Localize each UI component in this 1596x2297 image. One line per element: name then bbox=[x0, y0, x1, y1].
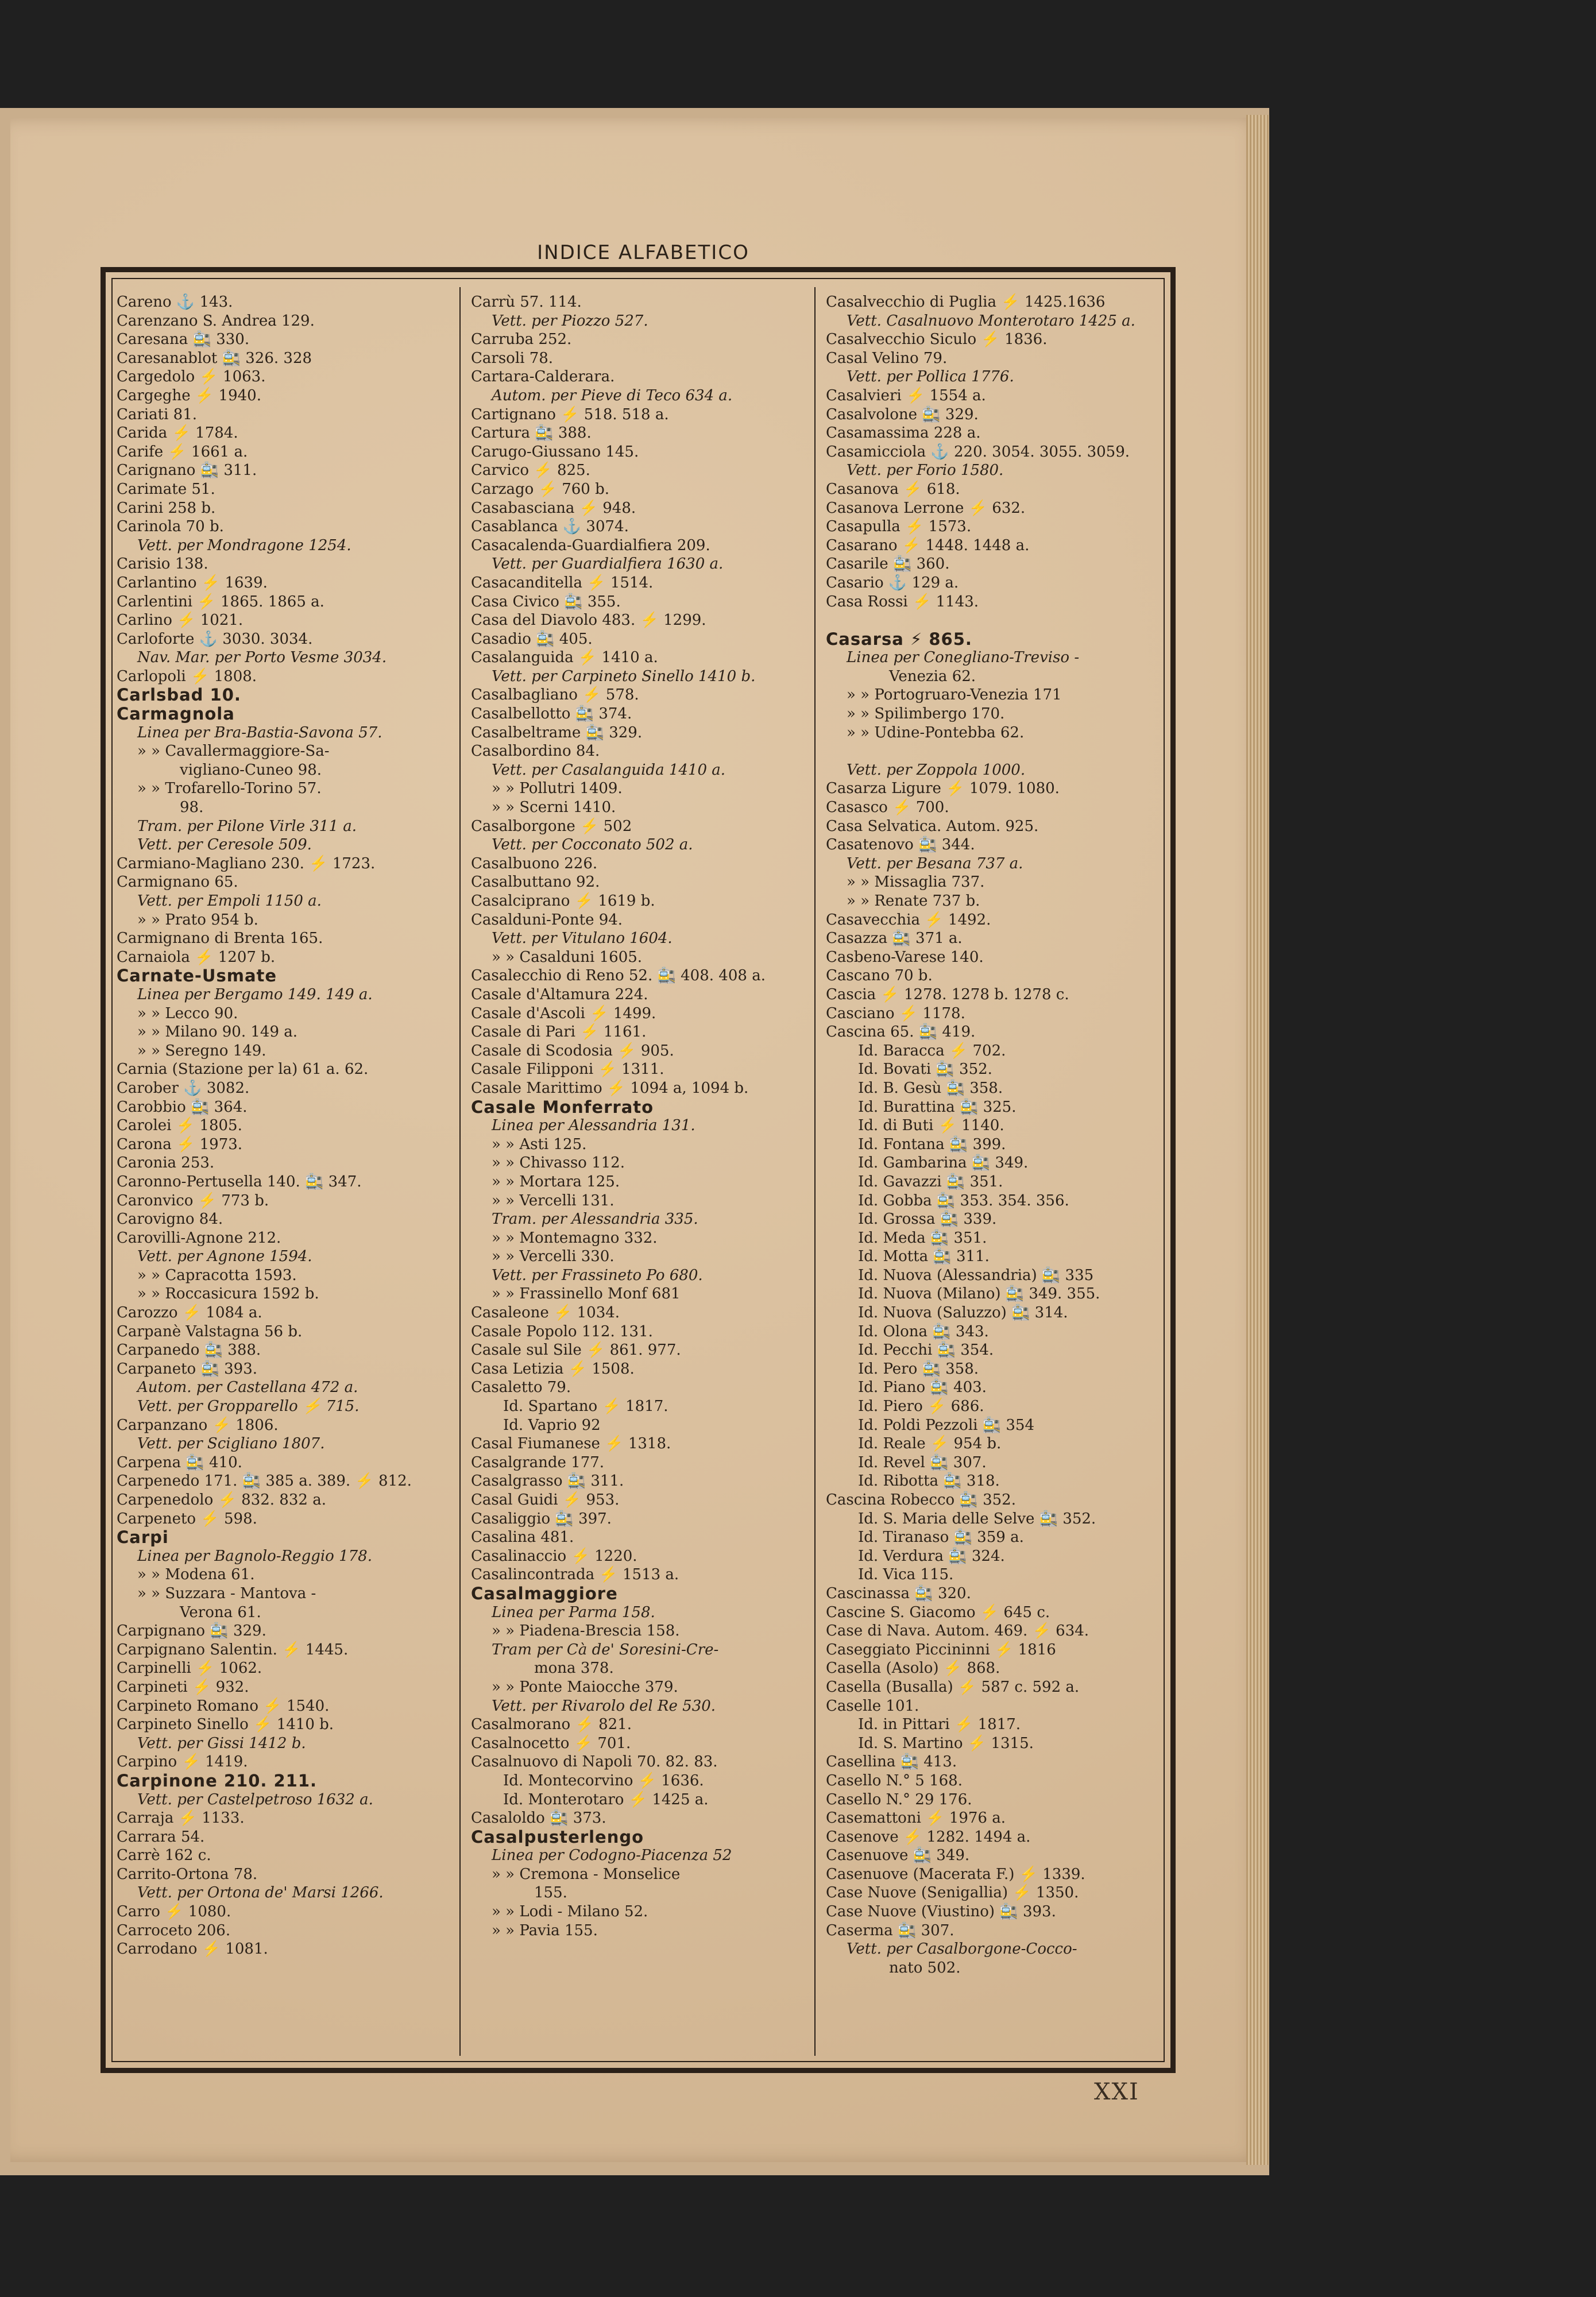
index-entry: Casamicciola ⚓ 220. 3054. 3055. 3059. bbox=[826, 443, 1130, 461]
index-entry: Casavecchia ⚡ 1492. bbox=[826, 911, 991, 929]
index-entry: Tram per Cà de' Soresini-Cre- bbox=[492, 1641, 719, 1658]
index-entry: Carozzo ⚡ 1084 a. bbox=[117, 1304, 262, 1322]
index-entry: Carnaiola ⚡ 1207 b. bbox=[117, 948, 276, 966]
index-entry: Id. Monterotaro ⚡ 1425 a. bbox=[503, 1791, 709, 1808]
index-entry: » » Seregno 149. bbox=[137, 1042, 266, 1059]
index-entry: Casaletto 79. bbox=[471, 1379, 571, 1397]
index-entry: Casalbuttano 92. bbox=[471, 873, 600, 891]
index-entry: Carsoli 78. bbox=[471, 349, 554, 367]
index-entry: » » Missaglia 737. bbox=[847, 873, 985, 891]
index-entry: Carpenedo 171. 🚉 385 a. 389. ⚡ 812. bbox=[117, 1472, 412, 1490]
index-heading: Carnate-Usmate bbox=[117, 966, 277, 985]
index-entry: Vett. per Guardialfiera 1630 a. bbox=[492, 555, 724, 573]
index-entry: Casario ⚓ 129 a. bbox=[826, 574, 959, 591]
index-entry: Cartura 🚉 388. bbox=[471, 424, 592, 442]
index-entry: Linea per Conegliano-Treviso - bbox=[847, 649, 1080, 667]
index-entry: Casazza 🚉 371 a. bbox=[826, 930, 963, 948]
index-entry: Casella (Asolo) ⚡ 868. bbox=[826, 1660, 1000, 1677]
index-entry: Carona ⚡ 1973. bbox=[117, 1135, 243, 1153]
index-entry: Case Nuove (Senigallia) ⚡ 1350. bbox=[826, 1884, 1079, 1902]
index-entry: » » Asti 125. bbox=[492, 1135, 587, 1153]
index-entry: » » Ponte Maiocche 379. bbox=[492, 1678, 678, 1696]
index-entry: Vett. per Castelpetroso 1632 a. bbox=[137, 1791, 373, 1808]
index-heading: Casale Monferrato bbox=[471, 1097, 654, 1117]
index-entry: Id. Fontana 🚉 399. bbox=[858, 1135, 1006, 1153]
index-entry: Id. Spartano ⚡ 1817. bbox=[503, 1398, 668, 1416]
index-entry: Carlino ⚡ 1021. bbox=[117, 612, 244, 629]
index-entry: Casellina 🚉 413. bbox=[826, 1753, 957, 1771]
index-entry: Carlentini ⚡ 1865. 1865 a. bbox=[117, 593, 324, 610]
index-entry: Casatenovo 🚉 344. bbox=[826, 836, 975, 854]
index-entry: Id. Burattina 🚉 325. bbox=[858, 1098, 1017, 1116]
index-entry: Carini 258 b. bbox=[117, 499, 216, 517]
index-entry: » » Montemagno 332. bbox=[492, 1229, 658, 1247]
index-entry: » » Vercelli 131. bbox=[492, 1192, 615, 1209]
index-entry: Caresanablot 🚉 326. 328 bbox=[117, 349, 312, 367]
index-entry: Vett. per Pollica 1776. bbox=[847, 368, 1014, 386]
index-entry: Caronia 253. bbox=[117, 1154, 215, 1172]
index-entry: Vett. Casalnuovo Monterotaro 1425 a. bbox=[847, 312, 1135, 330]
index-entry: Casaliggio 🚉 397. bbox=[471, 1510, 612, 1528]
index-entry: » » Scerni 1410. bbox=[492, 799, 616, 817]
index-entry: Carroceto 206. bbox=[117, 1921, 231, 1939]
index-entry: Casalgrasso 🚉 311. bbox=[471, 1472, 624, 1490]
index-entry: Id. Gambarina 🚉 349. bbox=[858, 1154, 1029, 1172]
index-entry: Carloforte ⚓ 3030. 3034. bbox=[117, 630, 313, 648]
index-entry: » » Mortara 125. bbox=[492, 1173, 620, 1190]
index-entry: Vett. per Ceresole 509. bbox=[137, 836, 312, 854]
index-entry: Tram. per Pilone Virle 311 a. bbox=[137, 817, 357, 835]
column-divider bbox=[459, 287, 461, 2056]
index-entry: Verona 61. bbox=[180, 1603, 261, 1621]
index-entry: Carzago ⚡ 760 b. bbox=[471, 480, 610, 498]
index-entry: Cariati 81. bbox=[117, 405, 198, 423]
index-entry: » » Spilimbergo 170. bbox=[847, 705, 1005, 723]
index-entry: Case di Nava. Autom. 469. ⚡ 634. bbox=[826, 1622, 1089, 1640]
index-entry: » » Lodi - Milano 52. bbox=[492, 1903, 648, 1921]
index-entry: Vett. per Mondragone 1254. bbox=[137, 536, 351, 554]
index-entry: » » Prato 954 b. bbox=[137, 911, 258, 929]
index-entry: Linea per Bergamo 149. 149 a. bbox=[137, 985, 373, 1003]
index-entry: Carenzano S. Andrea 129. bbox=[117, 312, 315, 330]
index-entry: Casal Velino 79. bbox=[826, 349, 948, 367]
index-entry: Casaloldo 🚉 373. bbox=[471, 1809, 606, 1827]
index-entry: Carinola 70 b. bbox=[117, 518, 224, 536]
index-entry: Id. S. Martino ⚡ 1315. bbox=[858, 1734, 1034, 1752]
index-entry: Cargedolo ⚡ 1063. bbox=[117, 368, 266, 386]
index-entry: Casalvieri ⚡ 1554 a. bbox=[826, 386, 986, 404]
index-entry: Carpaneto 🚉 393. bbox=[117, 1360, 257, 1378]
index-entry: Casacalenda-Guardialfiera 209. bbox=[471, 536, 710, 554]
index-entry: Cascia ⚡ 1278. 1278 b. 1278 c. bbox=[826, 985, 1069, 1003]
index-entry: » » Capracotta 1593. bbox=[137, 1266, 297, 1284]
index-entry: Linea per Codogno-Piacenza 52 bbox=[492, 1847, 732, 1865]
index-entry: nato 502. bbox=[889, 1959, 961, 1977]
index-entry: Vett. per Vitulano 1604. bbox=[492, 930, 673, 948]
index-entry: Caserma 🚉 307. bbox=[826, 1921, 954, 1939]
index-entry: Carignano 🚉 311. bbox=[117, 462, 257, 479]
index-entry: » » Lecco 90. bbox=[137, 1004, 238, 1022]
index-entry: Id. Pero 🚉 358. bbox=[858, 1360, 979, 1378]
index-entry: Casalincontrada ⚡ 1513 a. bbox=[471, 1566, 679, 1584]
index-entry: Carpenedolo ⚡ 832. 832 a. bbox=[117, 1491, 326, 1509]
index-heading: Carlsbad 10. bbox=[117, 686, 241, 705]
index-entry: mona 378. bbox=[534, 1660, 614, 1677]
index-entry: Carugo-Giussano 145. bbox=[471, 443, 639, 461]
index-entry: Carpena 🚉 410. bbox=[117, 1453, 242, 1471]
index-entry: » » Milano 90. 149 a. bbox=[137, 1023, 298, 1041]
index-entry: Casenuove 🚉 349. bbox=[826, 1847, 970, 1865]
index-entry: Casalbellotto 🚉 374. bbox=[471, 705, 632, 723]
index-entry: Casa Letizia ⚡ 1508. bbox=[471, 1360, 635, 1378]
index-heading: Carpi bbox=[117, 1528, 169, 1547]
index-entry: Autom. per Castellana 472 a. bbox=[137, 1379, 358, 1397]
index-entry: Casalecchio di Reno 52. 🚉 408. 408 a. bbox=[471, 967, 766, 985]
index-entry: Vett. per Frassineto Po 680. bbox=[492, 1266, 703, 1284]
index-entry: Casenuove (Macerata F.) ⚡ 1339. bbox=[826, 1865, 1085, 1883]
index-entry: Casapulla ⚡ 1573. bbox=[826, 518, 972, 536]
index-entry: Cascinassa 🚉 320. bbox=[826, 1584, 971, 1602]
index-entry: Casale d'Altamura 224. bbox=[471, 985, 648, 1003]
index-entry: Cartignano ⚡ 518. 518 a. bbox=[471, 405, 669, 423]
index-entry: Id. Nuova (Milano) 🚉 349. 355. bbox=[858, 1285, 1100, 1303]
index-entry: Caselle 101. bbox=[826, 1697, 919, 1715]
index-entry: Casalbagliano ⚡ 578. bbox=[471, 686, 639, 704]
page-number: XXI bbox=[1094, 2079, 1139, 2105]
index-entry: Carraja ⚡ 1133. bbox=[117, 1809, 245, 1827]
index-entry: Id. Vica 115. bbox=[858, 1566, 954, 1584]
index-entry: » » Portogruaro-Venezia 171 bbox=[847, 686, 1062, 704]
index-entry: Caresana 🚉 330. bbox=[117, 331, 250, 349]
index-entry: Cargeghe ⚡ 1940. bbox=[117, 386, 261, 404]
index-entry: Casasco ⚡ 700. bbox=[826, 799, 949, 817]
index-entry: Id. Tiranaso 🚉 359 a. bbox=[858, 1529, 1024, 1546]
index-entry: » » Udine-Pontebba 62. bbox=[847, 724, 1025, 741]
index-entry: Casalbuono 226. bbox=[471, 854, 598, 872]
index-entry: Carober ⚓ 3082. bbox=[117, 1079, 250, 1097]
index-entry: Id. Nuova (Saluzzo) 🚉 314. bbox=[858, 1304, 1068, 1322]
index-entry: Casbeno-Varese 140. bbox=[826, 948, 984, 966]
index-entry: » » Frassinello Monf 681 bbox=[492, 1285, 681, 1303]
running-title: INDICE ALFABETICO bbox=[537, 241, 749, 264]
index-entry: Casalanguida ⚡ 1410 a. bbox=[471, 649, 658, 667]
index-entry: Case Nuove (Viustino) 🚉 393. bbox=[826, 1903, 1056, 1921]
index-entry: Caronvico ⚡ 773 b. bbox=[117, 1192, 269, 1209]
index-entry: Cascine S. Giacomo ⚡ 645 c. bbox=[826, 1603, 1050, 1621]
index-entry: Carlopoli ⚡ 1808. bbox=[117, 667, 257, 685]
index-entry: Casalvecchio di Puglia ⚡ 1425.1636 bbox=[826, 293, 1106, 311]
index-entry: Casale Filipponi ⚡ 1311. bbox=[471, 1061, 664, 1078]
index-entry: Carmignano 65. bbox=[117, 873, 238, 891]
index-entry: 98. bbox=[180, 799, 204, 817]
index-entry bbox=[826, 611, 1165, 630]
index-entry: » » Chivasso 112. bbox=[492, 1154, 625, 1172]
index-entry: Casello N.° 5 168. bbox=[826, 1772, 963, 1789]
index-entry: Carrito-Ortona 78. bbox=[117, 1865, 258, 1883]
index-entry: Casa Selvatica. Autom. 925. bbox=[826, 817, 1039, 835]
index-entry: Carrè 162 c. bbox=[117, 1847, 211, 1865]
index-entry: Id. di Buti ⚡ 1140. bbox=[858, 1117, 1004, 1135]
index-entry: Vett. per Rivarolo del Re 530. bbox=[492, 1697, 716, 1715]
index-entry: Casarza Ligure ⚡ 1079. 1080. bbox=[826, 780, 1060, 798]
index-entry: Casacanditella ⚡ 1514. bbox=[471, 574, 654, 591]
index-entry: Casalborgone ⚡ 502 bbox=[471, 817, 632, 835]
index-entry: Casalinaccio ⚡ 1220. bbox=[471, 1547, 637, 1565]
index-entry: Casello N.° 29 176. bbox=[826, 1791, 972, 1808]
index-entry: Carlantino ⚡ 1639. bbox=[117, 574, 268, 591]
index-heading: Casarsa ⚡ 865. bbox=[826, 629, 972, 649]
index-entry: Casalgrande 177. bbox=[471, 1453, 605, 1471]
index-entry: Casarano ⚡ 1448. 1448 a. bbox=[826, 536, 1030, 554]
index-entry: Casa del Diavolo 483. ⚡ 1299. bbox=[471, 612, 706, 629]
index-entry: Carife ⚡ 1661 a. bbox=[117, 443, 248, 461]
index-entry: Carovigno 84. bbox=[117, 1211, 223, 1228]
index-entry: Casa Civico 🚉 355. bbox=[471, 593, 621, 610]
index-entry: » » Vercelli 330. bbox=[492, 1248, 615, 1266]
index-entry: Carpignano Salentin. ⚡ 1445. bbox=[117, 1641, 349, 1658]
index-entry: Id. Meda 🚉 351. bbox=[858, 1229, 987, 1247]
index-entry: » » Modena 61. bbox=[137, 1566, 255, 1584]
index-entry: Carimate 51. bbox=[117, 480, 215, 498]
index-entry: Carolei ⚡ 1805. bbox=[117, 1117, 242, 1135]
index-entry: Vett. per Besana 737 a. bbox=[847, 854, 1023, 872]
index-entry: Linea per Parma 158. bbox=[492, 1603, 655, 1621]
index-entry: Id. Nuova (Alessandria) 🚉 335 bbox=[858, 1266, 1094, 1284]
index-entry: Nav. Mar. per Porto Vesme 3034. bbox=[137, 649, 387, 667]
index-entry: Carpineto Romano ⚡ 1540. bbox=[117, 1697, 330, 1715]
index-entry: Id. Revel 🚉 307. bbox=[858, 1453, 987, 1471]
index-entry: Tram. per Alessandria 335. bbox=[492, 1211, 698, 1228]
index-column-1 bbox=[117, 293, 455, 1959]
index-entry: Carovilli-Agnone 212. bbox=[117, 1229, 281, 1247]
index-entry: » » Piadena-Brescia 158. bbox=[492, 1622, 680, 1640]
index-entry: Casablanca ⚓ 3074. bbox=[471, 518, 629, 536]
index-entry: Casalbeltrame 🚉 329. bbox=[471, 724, 643, 741]
index-entry: Carruba 252. bbox=[471, 331, 572, 349]
index-entry: Id. Reale ⚡ 954 b. bbox=[858, 1435, 1002, 1453]
index-entry: » » Roccasicura 1592 b. bbox=[137, 1285, 319, 1303]
index-entry: Id. Olona 🚉 343. bbox=[858, 1322, 989, 1340]
index-entry: Id. Bovati 🚉 352. bbox=[858, 1061, 992, 1078]
index-entry: Carida ⚡ 1784. bbox=[117, 424, 238, 442]
index-entry: Casalduni-Ponte 94. bbox=[471, 911, 623, 929]
index-entry: Casale di Scodosia ⚡ 905. bbox=[471, 1042, 674, 1059]
index-entry: Cascina 65. 🚉 419. bbox=[826, 1023, 976, 1041]
index-entry: Vett. per Zoppola 1000. bbox=[847, 761, 1026, 779]
index-heading: Casalmaggiore bbox=[471, 1584, 618, 1603]
index-entry: Casalciprano ⚡ 1619 b. bbox=[471, 892, 655, 910]
index-entry: Casalnuovo di Napoli 70. 82. 83. bbox=[471, 1753, 718, 1771]
index-entry: Id. Montecorvino ⚡ 1636. bbox=[503, 1772, 704, 1789]
index-entry: Casabasciana ⚡ 948. bbox=[471, 499, 636, 517]
index-entry: Carmiano-Magliano 230. ⚡ 1723. bbox=[117, 854, 376, 872]
index-entry: Vett. per Empoli 1150 a. bbox=[137, 892, 322, 910]
index-entry: Cascano 70 b. bbox=[826, 967, 933, 985]
index-entry: Casaleone ⚡ 1034. bbox=[471, 1304, 620, 1322]
index-entry: Carrodano ⚡ 1081. bbox=[117, 1940, 268, 1958]
index-entry: » » Suzzara - Mantova - bbox=[137, 1584, 316, 1602]
index-entry: Casalina 481. bbox=[471, 1529, 574, 1546]
index-entry: Vett. per Scigliano 1807. bbox=[137, 1435, 325, 1453]
index-entry: Casalvolone 🚉 329. bbox=[826, 405, 979, 423]
index-entry: Casale d'Ascoli ⚡ 1499. bbox=[471, 1004, 656, 1022]
index-entry: Id. Gavazzi 🚉 351. bbox=[858, 1173, 1003, 1190]
index-entry: Casamassima 228 a. bbox=[826, 424, 981, 442]
index-entry: Carnia (Stazione per la) 61 a. 62. bbox=[117, 1061, 369, 1078]
index-entry: Caronno-Pertusella 140. 🚉 347. bbox=[117, 1173, 362, 1190]
index-entry: » » Trofarello-Torino 57. bbox=[137, 780, 322, 798]
index-entry: Casalvecchio Siculo ⚡ 1836. bbox=[826, 331, 1048, 349]
index-entry: Casal Fiumanese ⚡ 1318. bbox=[471, 1435, 671, 1453]
index-entry: Id. Piano 🚉 403. bbox=[858, 1379, 987, 1397]
index-entry: Carpignano 🚉 329. bbox=[117, 1622, 266, 1640]
index-entry: Casalmorano ⚡ 821. bbox=[471, 1716, 632, 1734]
index-entry: Vett. per Casalborgone-Cocco- bbox=[847, 1940, 1077, 1958]
index-entry: Autom. per Pieve di Teco 634 a. bbox=[492, 386, 733, 404]
index-entry: Vett. per Piozzo 527. bbox=[492, 312, 648, 330]
index-entry: Id. S. Maria delle Selve 🚉 352. bbox=[858, 1510, 1096, 1528]
index-entry: Careno ⚓ 143. bbox=[117, 293, 233, 311]
index-entry: Carpino ⚡ 1419. bbox=[117, 1753, 248, 1771]
index-entry: Id. Baracca ⚡ 702. bbox=[858, 1042, 1006, 1059]
index-entry: Carpineto Sinello ⚡ 1410 b. bbox=[117, 1716, 334, 1734]
index-entry: Vett. per Casalanguida 1410 a. bbox=[492, 761, 726, 779]
index-entry: Vett. per Gropparello ⚡ 715. bbox=[137, 1398, 360, 1416]
index-entry: Casale di Pari ⚡ 1161. bbox=[471, 1023, 647, 1041]
index-entry: Id. Gobba 🚉 353. 354. 356. bbox=[858, 1192, 1069, 1209]
index-entry: Id. B. Gesù 🚉 358. bbox=[858, 1079, 1003, 1097]
index-entry: Linea per Bagnolo-Reggio 178. bbox=[137, 1547, 372, 1565]
index-entry: Carpanè Valstagna 56 b. bbox=[117, 1322, 303, 1340]
index-heading: Casalpusterlengo bbox=[471, 1827, 644, 1847]
index-entry: Vett. per Gissi 1412 b. bbox=[137, 1734, 306, 1752]
index-entry: Id. Motta 🚉 311. bbox=[858, 1248, 990, 1266]
index-entry: Linea per Alessandria 131. bbox=[492, 1117, 695, 1135]
page-stack-edge bbox=[1246, 115, 1269, 2165]
index-entry: Carisio 138. bbox=[117, 555, 208, 573]
index-entry: Casale Popolo 112. 131. bbox=[471, 1322, 653, 1340]
index-entry: Casal Guidi ⚡ 953. bbox=[471, 1491, 620, 1509]
index-entry: Casale Marittimo ⚡ 1094 a, 1094 b. bbox=[471, 1079, 749, 1097]
index-entry: Casciano ⚡ 1178. bbox=[826, 1004, 965, 1022]
index-entry: Casadio 🚉 405. bbox=[471, 630, 593, 648]
index-entry: » » Cremona - Monselice bbox=[492, 1865, 681, 1883]
index-column-3 bbox=[826, 293, 1165, 1977]
index-entry: Id. Grossa 🚉 339. bbox=[858, 1211, 997, 1228]
index-entry: Id. Piero ⚡ 686. bbox=[858, 1398, 984, 1416]
index-entry: Casanova ⚡ 618. bbox=[826, 480, 960, 498]
index-entry: » » Renate 737 b. bbox=[847, 892, 980, 910]
index-entry: Vett. per Ortona de' Marsi 1266. bbox=[137, 1884, 384, 1902]
index-entry: Casa Rossi ⚡ 1143. bbox=[826, 593, 979, 610]
index-entry: Carrù 57. 114. bbox=[471, 293, 582, 311]
column-divider bbox=[814, 287, 816, 2056]
index-entry: Carvico ⚡ 825. bbox=[471, 462, 590, 479]
index-entry: Casella (Busalla) ⚡ 587 c. 592 a. bbox=[826, 1678, 1080, 1696]
index-entry: Venezia 62. bbox=[889, 667, 976, 685]
index-entry: Id. Pecchi 🚉 354. bbox=[858, 1341, 994, 1359]
index-entry: 155. bbox=[534, 1884, 567, 1902]
index-entry: Carpanzano ⚡ 1806. bbox=[117, 1416, 279, 1434]
index-entry: Casemattoni ⚡ 1976 a. bbox=[826, 1809, 1006, 1827]
index-entry: Casalnocetto ⚡ 701. bbox=[471, 1734, 631, 1752]
index-entry: Id. in Pittari ⚡ 1817. bbox=[858, 1716, 1021, 1734]
index-entry: Vett. per Agnone 1594. bbox=[137, 1248, 312, 1266]
index-entry: » » Casalduni 1605. bbox=[492, 948, 643, 966]
index-column-2 bbox=[471, 293, 810, 1940]
index-entry: Vett. per Carpineto Sinello 1410 b. bbox=[492, 667, 756, 685]
index-entry: Carobbio 🚉 364. bbox=[117, 1098, 248, 1116]
index-entry: Carpinelli ⚡ 1062. bbox=[117, 1660, 262, 1677]
index-entry: Vett. per Cocconato 502 a. bbox=[492, 836, 693, 854]
index-entry: Id. Vaprio 92 bbox=[503, 1416, 601, 1434]
index-entry: Casalbordino 84. bbox=[471, 743, 600, 760]
index-entry: Casale sul Sile ⚡ 861. 977. bbox=[471, 1341, 681, 1359]
index-entry bbox=[826, 742, 1165, 761]
index-entry: Cascina Robecco 🚉 352. bbox=[826, 1491, 1016, 1509]
index-entry: Carpineti ⚡ 932. bbox=[117, 1678, 249, 1696]
index-entry: Casanova Lerrone ⚡ 632. bbox=[826, 499, 1026, 517]
index-entry: » » Pollutri 1409. bbox=[492, 780, 623, 798]
index-entry: Id. Poldi Pezzoli 🚉 354 bbox=[858, 1416, 1034, 1434]
index-entry: vigliano-Cuneo 98. bbox=[180, 761, 322, 779]
index-heading: Carmagnola bbox=[117, 705, 235, 724]
index-heading: Carpinone 210. 211. bbox=[117, 1771, 318, 1791]
index-entry: Linea per Bra-Bastia-Savona 57. bbox=[137, 724, 382, 741]
index-entry: Carrara 54. bbox=[117, 1828, 205, 1846]
index-entry: Cartara-Calderara. bbox=[471, 368, 615, 386]
index-entry: Id. Verdura 🚉 324. bbox=[858, 1547, 1005, 1565]
index-entry: Caseggiato Piccininni ⚡ 1816 bbox=[826, 1641, 1056, 1658]
index-entry: Casarile 🚉 360. bbox=[826, 555, 950, 573]
index-entry: Carmignano di Brenta 165. bbox=[117, 930, 323, 948]
index-entry: Carpeneto ⚡ 598. bbox=[117, 1510, 257, 1528]
index-entry: Id. Ribotta 🚉 318. bbox=[858, 1472, 1000, 1490]
index-entry: » » Pavia 155. bbox=[492, 1921, 598, 1939]
index-entry: Carpanedo 🚉 388. bbox=[117, 1341, 261, 1359]
index-entry: Vett. per Forio 1580. bbox=[847, 462, 1004, 479]
index-entry: » » Cavallermaggiore-Sa- bbox=[137, 743, 330, 760]
index-entry: Casenove ⚡ 1282. 1494 a. bbox=[826, 1828, 1031, 1846]
index-entry: Carro ⚡ 1080. bbox=[117, 1903, 231, 1921]
